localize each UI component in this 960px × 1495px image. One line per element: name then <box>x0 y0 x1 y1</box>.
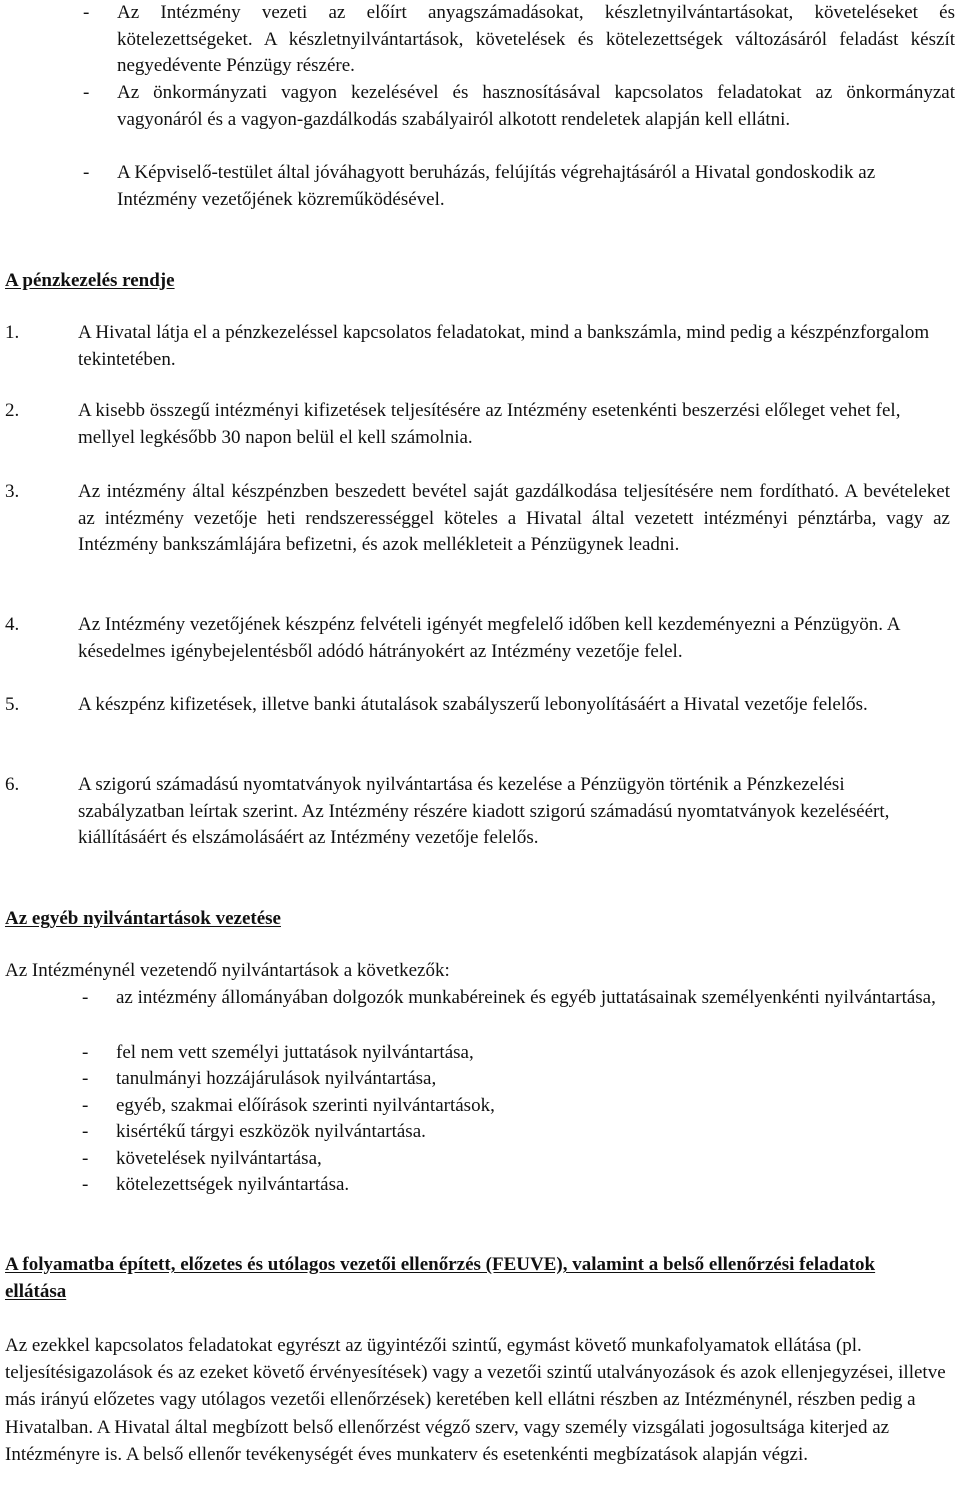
list-item-text: Az Intézmény vezeti az előírt anyagszámadásokat, készletnyilvántartásokat, követeléseket és kötelezettségeket. A készletnyilvántartások, követelések és kötelezettségek változásáról feladást készít negyedévente Pénzügy részére. <box>117 2 955 77</box>
item-number: 1. <box>5 322 20 343</box>
list-item-text: A Képviselő-testület által jóváhagyott beruházás, felújítás végrehajtásáról a Hivatal gondoskodik az Intézmény vezetőjének közreműködésével. <box>117 162 876 210</box>
item-text: A szigorú számadású nyomtatványok nyilvántartása és kezelése a Pénzügyön történik a Pénzkezelési szabályzatban leírtak szerint. Az Intézmény részére kiadott szigorú számadású nyomtatványok kezeléséért, kiállításáért és elszámolásáért az Intézmény vezetője felelős. <box>78 774 890 849</box>
numbered-item <box>5 479 950 559</box>
section-heading-feuve: A folyamatba épített, előzetes és utólagos vezetői ellenőrzés (FEUVE), valamint a belső ellenőrzési feladatok ellátása <box>5 1254 876 1302</box>
item-text: Az intézmény által készpénzben beszedett bevétel saját gazdálkodása teljesítésére nem fordítható. A bevételeket az intézmény vezetője heti rendszerességgel köteles a Hivatal által vezetett intézményi pénztárba, vagy az Intézmény bankszámlájára befizetni, és azok mellékleteit a Pénzügynek leadni. <box>78 481 950 556</box>
list-item-text: kisértékű tárgyi eszközök nyilvántartása. <box>116 1121 426 1142</box>
list-dash: - <box>82 1148 89 1169</box>
list-item-text: tanulmányi hozzájárulások nyilvántartása, <box>116 1068 437 1089</box>
numbered-item <box>5 320 950 373</box>
list-dash: - <box>82 987 89 1008</box>
list-dash: - <box>82 1042 89 1063</box>
section-heading-penzkezeles: A pénzkezelés rendje <box>5 270 175 291</box>
item-number: 5. <box>5 694 20 715</box>
item-number: 2. <box>5 400 20 421</box>
section-paragraph: Az ezekkel kapcsolatos feladatokat egyrészt az ügyintézői szintű, egymást követő munkafolyamatok ellátása (pl. teljesítésigazolások és az ezeket követő érvényesítések) vagy a vezetői szintű utalványozások és azok ellenjegyzései, illetve más irányú előzetes vagy utólagos vezetői ellenőrzések) keretében kell ellátni részben az Intézménynél, részben pedig a Hivatalban. A Hivatal által megbízott belső ellenőrzést végző szerv, vagy személy vizsgálati jogosultsága kiterjed az Intézményre is. A belső ellenőr tevékenységét éves munkaterv és esetenkénti megbízatások alapján végzi. <box>5 1335 946 1465</box>
list-dash: - <box>82 1121 89 1142</box>
list-dash: - <box>83 162 90 183</box>
list-item-text: Az önkormányzati vagyon kezelésével és hasznosításával kapcsolatos feladatokat az önkormányzat vagyonáról és a vagyon-gazdálkodás szabályairól alkotott rendeletek alapján kell ellátni. <box>117 82 955 130</box>
list-dash: - <box>83 82 90 103</box>
list-item-text: fel nem vett személyi juttatások nyilvántartása, <box>116 1042 474 1063</box>
item-number: 6. <box>5 774 20 795</box>
item-text: A Hivatal látja el a pénzkezeléssel kapcsolatos feladatokat, mind a bankszámla, mind pedig a készpénzforgalom tekintetében. <box>78 322 930 370</box>
list-item-text: követelések nyilvántartása, <box>116 1148 322 1169</box>
list-item-text: az intézmény állományában dolgozók munkabéreinek és egyéb juttatásainak személyenkénti nyilvántartása, <box>116 987 936 1008</box>
item-text: A készpénz kifizetések, illetve banki átutalások szabályszerű lebonyolításáért a Hivatal vezetője felelős. <box>78 694 868 715</box>
item-number: 4. <box>5 614 20 635</box>
section-heading-nyilvantartasok: Az egyéb nyilvántartások vezetése <box>5 908 281 929</box>
list-item <box>82 1119 950 1146</box>
list-item <box>82 1146 950 1173</box>
list-item <box>82 1093 950 1120</box>
item-number: 3. <box>5 481 20 502</box>
list-dash: - <box>82 1068 89 1089</box>
list-item <box>82 1040 950 1067</box>
section-intro: Az Intézménynél vezetendő nyilvántartások a következők: <box>5 960 450 981</box>
numbered-item <box>5 692 950 719</box>
list-item <box>83 0 955 80</box>
list-item <box>83 160 955 213</box>
list-item-text: egyéb, szakmai előírások szerinti nyilvántartások, <box>116 1095 495 1116</box>
numbered-item <box>5 772 950 852</box>
list-dash: - <box>83 2 90 23</box>
list-item <box>82 985 950 1012</box>
list-item <box>82 1172 950 1199</box>
item-text: A kisebb összegű intézményi kifizetések teljesítésére az Intézmény esetenkénti beszerzési előleget vehet fel, mellyel legkésőbb 30 napon belül el kell számolnia. <box>78 400 901 448</box>
numbered-item <box>5 398 950 451</box>
list-item-text: kötelezettségek nyilvántartása. <box>116 1174 350 1195</box>
list-item <box>82 1066 950 1093</box>
item-text: Az Intézmény vezetőjének készpénz felvételi igényét megfelelő időben kell kezdeményezni a Pénzügyön. A késedelmes igénybejelentésből adódó hátrányokért az Intézmény vezetője felel. <box>78 614 900 662</box>
numbered-item <box>5 612 955 665</box>
list-dash: - <box>82 1174 89 1195</box>
list-dash: - <box>82 1095 89 1116</box>
list-item <box>83 80 955 133</box>
